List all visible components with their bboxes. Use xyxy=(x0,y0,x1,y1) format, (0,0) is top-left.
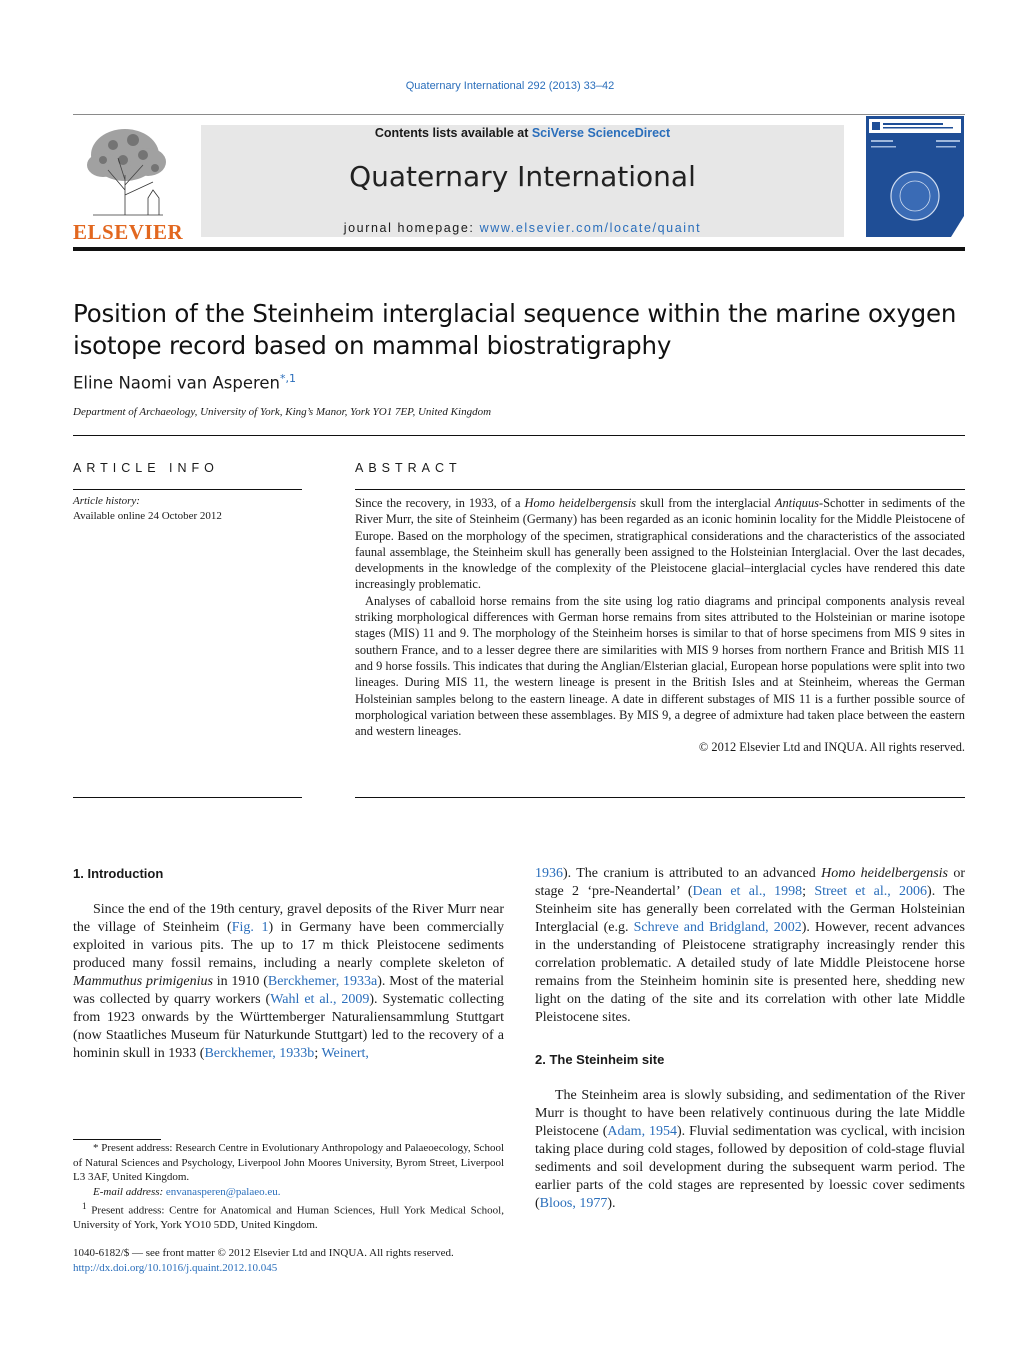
title-rule xyxy=(73,435,965,436)
citation-link[interactable]: Berckhemer, 1933b xyxy=(204,1046,315,1061)
citation-link[interactable]: Wahl et al., 2009 xyxy=(270,992,370,1007)
site-paragraph xyxy=(535,1087,965,1213)
abstract-paragraph-2: Analyses of caballoid horse remains from the site using log ratio diagrams and principal components analysis reveal striking morphological differences with German horse remains from sites attributed to the Holsteinian or marine isotope stages (MIS) 11 and 9. The morphology of the Steinheim horses is similar to that of horse specimens from MIS 9 sites in southern France, and to a lesser degree there are similarities with MIS 9 horses from northern France and British MIS 11 and 9 horse fossils. This indicates that during the Anglian/Elsterian glacial, European horse populations were split into two lineages. During MIS 11, the western lineage is present in the British Isles and at Steinheim, whereas the German Holsteinian samples belong to the eastern lineage. A date in different substages of MIS 11 is a further possible source of morphological variation between these assemblages. By MIS 9, a degree of admixture had taken place between the eastern and western lineages. xyxy=(355,593,965,739)
text-run: or stage 2 ‘pre-Neandertal’ ( xyxy=(535,866,965,899)
species-name: Mammuthus primigenius xyxy=(73,974,213,989)
abstract-copyright: © 2012 Elsevier Ltd and INQUA. All rights reserved. xyxy=(698,740,965,755)
text-run: -Schotter in sediments of the River Murr, the site of Steinheim (Germany) has been regarded as an iconic hominin locality for the Middle Pleistocene of Europe. Based on the morphology of the specimen, stratigraphical considerations and the characteristics of the associated faunal assemblage, the Steinheim skull has generally been assigned to the Holsteinian Interglacial. Over the last decades, developments in the knowledge of the complexity of the Pleistocene glacial–interglacial cycles have rendered this date increasingly problematic. xyxy=(355,496,965,592)
article-info-rule-top xyxy=(73,489,302,490)
contents-line xyxy=(201,126,844,140)
citation-link[interactable]: Adam, 1954 xyxy=(607,1124,678,1139)
species-name: Homo heidelbergensis xyxy=(524,496,637,510)
footnotes xyxy=(73,1141,504,1233)
contents-prefix: Contents lists available at xyxy=(374,126,532,140)
article-info-rule-bottom xyxy=(73,797,302,798)
text-run: ). Fluvial sedimentation was cyclical, with incision taking place during cold stages, followed by deposition of cold-stage fluvial sediments and soil development during the subsequent warm period. The earlier parts of the cold stages are represented by loessic cover sediments ( xyxy=(535,1124,966,1211)
citation-link[interactable]: 1936 xyxy=(535,866,563,881)
text-run: ; xyxy=(802,884,815,899)
abstract-rule-bottom xyxy=(355,797,965,798)
article-history-label: Article history: xyxy=(73,495,140,507)
taxon-name: Antiquus xyxy=(774,496,819,510)
journal-citation[interactable]: Quaternary International 292 (2013) 33–42 xyxy=(405,80,615,92)
article-title: Position of the Steinheim interglacial sequence within the marine oxygen isotope record based on mammal biostratigraphy xyxy=(73,299,957,360)
citation-link[interactable]: Street et al., 2006 xyxy=(814,884,928,899)
email-label: E-mail address: xyxy=(93,1185,166,1198)
text-run: ). The cranium is attributed to an advanced xyxy=(563,866,822,881)
intro-paragraph xyxy=(73,901,504,1063)
text-run: Since the recovery, in 1933, of a xyxy=(355,496,525,510)
species-name: Homo heidelbergensis xyxy=(821,866,948,881)
abstract-body xyxy=(355,495,965,756)
text-run: ). Most of the material was collected by quarry workers ( xyxy=(73,974,504,1007)
abstract-heading: ABSTRACT xyxy=(355,461,462,475)
footnote-one-mark: 1 xyxy=(82,1201,87,1211)
citation-link[interactable]: Weinert, xyxy=(321,1046,369,1061)
abstract-paragraph-1 xyxy=(355,495,965,593)
section-heading-steinheim-site: 2. The Steinheim site xyxy=(535,1052,665,1067)
issn-line: 1040-6182/$ — see front matter © 2012 Elsevier Ltd and INQUA. All rights reserved. xyxy=(73,1247,454,1259)
text-run: ). Systematic collecting from 1923 onwards by the Württemberger Naturaliensammlung Stuttgart (now Staatliches Museum für Naturkunde Stuttgart) led to the recovery of a hominin skull in 1933 ( xyxy=(73,992,505,1061)
citation-link[interactable]: Berckhemer, 1933a xyxy=(267,974,378,989)
footnote-star-text: Present address: Research Centre in Evolutionary Anthropology and Palaeoecology, School of Natural Sciences and Psychology, Liverpool John Moores University, Byrom Street, Liverpool L3 3AF, United Kingdom. xyxy=(73,1142,504,1183)
author-note-marks[interactable]: *,1 xyxy=(280,372,297,385)
issn-and-doi xyxy=(73,1246,454,1275)
elsevier-wordmark: ELSEVIER xyxy=(73,220,184,244)
header-top-rule xyxy=(73,114,965,115)
text-run: ). However, recent advances in the understanding of Pleistocene stratigraphy increasingly render this correlation problematic. A detailed study of late Middle Pleistocene horse remains from the Steinheim hominin site is presented here, shedding new light on the dating of the site and its correlation with other late Middle Pleistocene sites. xyxy=(535,920,965,1025)
figure-reference-link[interactable]: Fig. 1 xyxy=(231,920,269,935)
text-run: ). The Steinheim site has generally been correlated with the German Holsteinian Interglacial (e.g. xyxy=(535,884,965,935)
text-run: ) in Germany have been commercially exploited in various pits. The up to 17 m thick Pleistocene sediments produced many fossil remains, including a nearly complete skeleton of xyxy=(73,920,504,971)
citation-link[interactable]: Dean et al., 1998 xyxy=(692,884,803,899)
sciencedirect-link[interactable]: SciVerse ScienceDirect xyxy=(531,126,671,140)
text-run: ). xyxy=(607,1196,616,1211)
journal-name: Quaternary International xyxy=(349,160,696,193)
footnote-email xyxy=(73,1185,504,1200)
footnote-one xyxy=(73,1199,504,1233)
author-line xyxy=(73,372,296,393)
body-right-column xyxy=(535,865,965,1213)
author-affiliation: Department of Archaeology, University of York, King’s Manor, York YO1 7EP, United Kingdom xyxy=(73,406,492,418)
doi-link[interactable]: http://dx.doi.org/10.1016/j.quaint.2012.10.045 xyxy=(73,1261,278,1274)
footnote-one-text: Present address: Centre for Anatomical and Human Sciences, Hull York Medical School, University of York, York YO10 5DD, United Kingdom. xyxy=(73,1204,504,1232)
text-run: Since the end of the 19th century, gravel deposits of the River Murr near the village of Steinheim ( xyxy=(73,902,504,935)
text-run: ; xyxy=(314,1046,322,1061)
header-thick-rule xyxy=(73,247,965,251)
journal-homepage-line xyxy=(201,221,844,235)
abstract-rule-top xyxy=(355,489,965,490)
text-run: in 1910 ( xyxy=(212,974,268,989)
journal-homepage-link[interactable]: www.elsevier.com/locate/quaint xyxy=(479,221,702,235)
footnote-star-mark: * xyxy=(93,1142,99,1154)
section-heading-introduction: 1. Introduction xyxy=(73,866,164,881)
homepage-prefix: journal homepage: xyxy=(343,221,480,235)
text-run: The Steinheim area is slowly subsiding, and sedimentation of the River Murr is thought to have been relatively continuous during the late Middle Pleistocene ( xyxy=(535,1088,965,1139)
body-left-column xyxy=(73,865,504,1063)
author-email-link[interactable]: envanasperen@palaeo.eu. xyxy=(165,1185,281,1198)
text-run: skull from the interglacial xyxy=(636,496,775,510)
author-name: Eline Naomi van Asperen xyxy=(73,373,281,393)
journal-cover-thumbnail[interactable] xyxy=(866,116,964,237)
citation-link[interactable]: Bloos, 1977 xyxy=(539,1196,608,1211)
footnote-rule xyxy=(73,1139,161,1140)
citation-link[interactable]: Schreve and Bridgland, 2002 xyxy=(633,920,802,935)
article-history-value: Available online 24 October 2012 xyxy=(73,510,222,522)
footnote-star xyxy=(73,1141,504,1185)
intro-paragraph-continued xyxy=(535,865,965,1027)
article-info-heading: ARTICLE INFO xyxy=(73,461,219,475)
